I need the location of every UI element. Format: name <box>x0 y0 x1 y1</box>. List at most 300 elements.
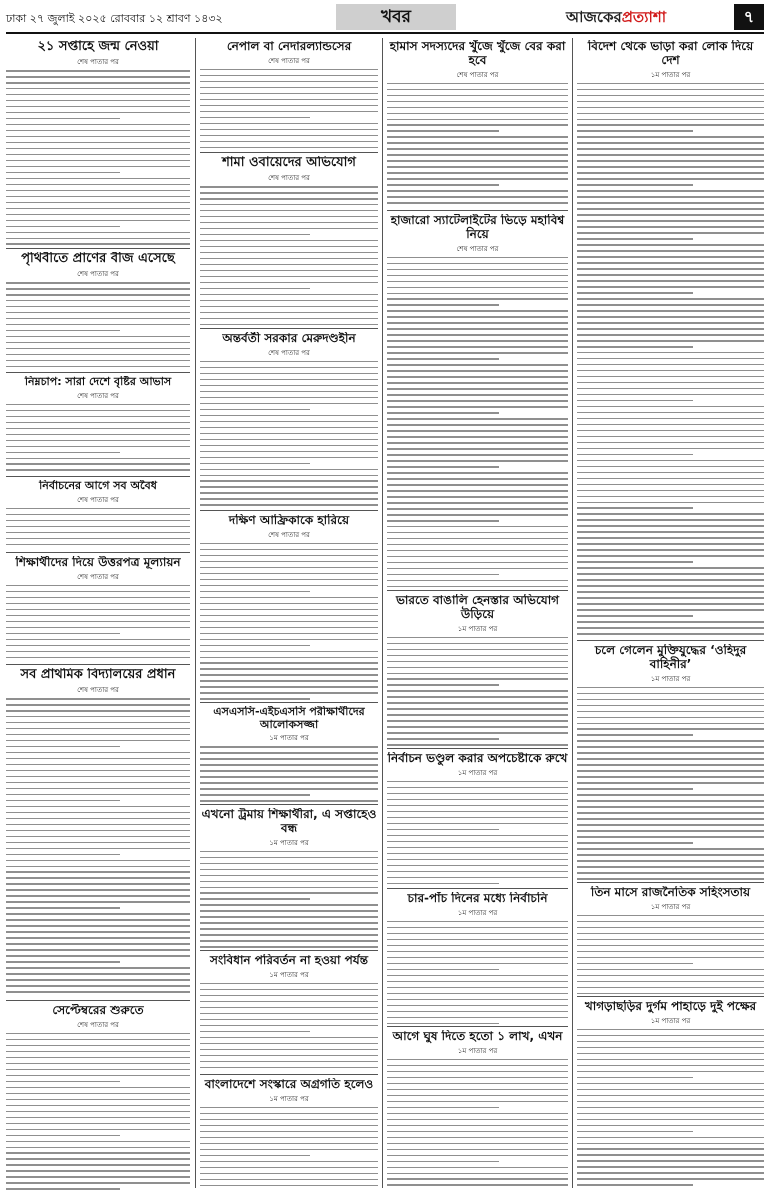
text-line <box>6 160 190 162</box>
text-line <box>200 276 378 278</box>
text-line <box>577 585 764 587</box>
text-line <box>577 107 764 109</box>
text-line <box>577 1172 764 1174</box>
continued-label: শেষ পাতার পর <box>268 173 310 182</box>
article <box>6 668 190 998</box>
text-line <box>387 744 568 746</box>
text-line <box>577 609 764 611</box>
headline: নেপাল বা নেদারল্যান্ডসের <box>226 40 352 53</box>
text-line <box>6 148 190 150</box>
text-line <box>577 436 764 438</box>
text-line <box>387 649 568 651</box>
text-line <box>577 818 764 820</box>
text-line <box>387 945 568 947</box>
article-body <box>200 543 378 700</box>
text-line <box>200 1113 378 1115</box>
text-line <box>6 1141 190 1143</box>
text-line <box>577 806 764 808</box>
column-divider <box>572 38 573 1188</box>
continued-label: শেষ পাতার পর <box>456 70 499 79</box>
text-line <box>577 693 764 695</box>
page-number: ৭ <box>734 4 764 30</box>
text-line <box>577 370 764 372</box>
text-line <box>387 370 568 372</box>
text-line <box>200 657 378 659</box>
text-line <box>200 1143 378 1145</box>
text-line <box>6 824 190 826</box>
continued-label: ১ম পাতার পর <box>650 70 691 79</box>
text-line <box>200 609 378 611</box>
headline: শামা ওবায়েদের অভিযোগ <box>222 156 356 170</box>
article-body <box>200 746 378 802</box>
text-line <box>387 661 568 663</box>
text-line <box>387 364 568 366</box>
text-line <box>6 1188 120 1190</box>
text-line <box>577 687 764 689</box>
article-body <box>387 637 568 746</box>
article <box>6 40 190 246</box>
text-line <box>200 216 378 218</box>
text-line <box>6 469 190 471</box>
text-line <box>200 788 378 790</box>
text-line <box>387 799 568 801</box>
text-line <box>6 591 190 593</box>
article-body <box>577 915 764 994</box>
headline: চার-পাঁচ দিনের মধ্যে নির্বাচনি <box>407 892 548 905</box>
text-line <box>200 306 378 308</box>
text-line <box>200 983 378 985</box>
text-line <box>6 985 190 987</box>
headline: হাজারো স্যাটেলাইটের ভিড়ে মহাবিশ্ব নিয়ে <box>390 214 565 241</box>
continued-label: ১ম পাতার পর <box>650 902 691 911</box>
text-line <box>200 222 378 224</box>
article-body <box>200 983 378 1072</box>
text-line <box>200 361 378 363</box>
text-line <box>6 818 190 820</box>
text-line <box>200 288 310 290</box>
continued-label: শেষ পাতার পর <box>268 348 310 357</box>
text-line <box>6 232 190 234</box>
text-line <box>6 812 190 814</box>
text-line <box>387 514 568 516</box>
text-line <box>6 657 190 659</box>
text-line <box>200 946 378 948</box>
text-line <box>6 806 190 808</box>
text-line <box>577 836 764 838</box>
text-line <box>387 696 568 698</box>
text-line <box>387 478 568 480</box>
article-body <box>6 1033 190 1190</box>
text-line <box>387 975 568 977</box>
text-line <box>200 409 310 411</box>
text-line <box>387 142 568 144</box>
text-line <box>387 113 568 115</box>
continued-label: শেষ পাতার পর <box>77 572 119 581</box>
article-body <box>577 687 764 880</box>
text-line <box>387 963 568 965</box>
text-line <box>200 1061 378 1063</box>
text-line <box>577 728 764 730</box>
text-line <box>6 422 190 424</box>
text-line <box>200 141 378 143</box>
text-line <box>387 1149 568 1151</box>
text-line <box>577 1148 764 1150</box>
text-line <box>387 817 568 819</box>
text-line <box>6 1093 190 1095</box>
text-line <box>577 627 764 629</box>
text-line <box>387 1113 568 1115</box>
text-line <box>6 860 190 862</box>
text-line <box>387 328 568 330</box>
text-line <box>6 76 190 78</box>
text-line <box>387 119 568 121</box>
text-line <box>387 1065 568 1067</box>
text-line <box>6 106 190 108</box>
headline: নিম্নচাপ: সারা দেশে বৃষ্টির আভাস <box>24 376 172 388</box>
text-line <box>387 352 568 354</box>
text-line <box>6 704 190 706</box>
text-line <box>387 1119 568 1121</box>
text-line <box>6 1135 120 1137</box>
text-line <box>577 513 764 515</box>
text-line <box>200 492 378 494</box>
masthead-rule <box>6 32 764 34</box>
text-line <box>387 811 568 813</box>
text-line <box>577 358 764 360</box>
text-line <box>577 376 764 378</box>
text-line <box>6 178 190 180</box>
text-line <box>577 310 764 312</box>
text-line <box>577 1047 764 1049</box>
text-line <box>387 89 568 91</box>
text-line <box>577 406 764 408</box>
text-line <box>6 514 190 516</box>
text-line <box>200 1055 378 1057</box>
text-line <box>200 210 378 212</box>
text-line <box>200 300 378 302</box>
article <box>577 644 764 880</box>
text-line <box>577 442 764 444</box>
text-line <box>387 933 568 935</box>
text-line <box>387 927 568 929</box>
text-line <box>577 963 693 965</box>
text-line <box>200 627 378 629</box>
text-line <box>387 951 568 953</box>
text-line <box>6 722 190 724</box>
article <box>387 892 568 1024</box>
text-line <box>200 1179 378 1181</box>
text-line <box>6 70 190 72</box>
text-line <box>200 498 378 500</box>
text-line <box>387 532 568 534</box>
text-line <box>6 961 120 963</box>
text-line <box>577 872 764 874</box>
article-body <box>6 404 190 474</box>
text-line <box>387 1005 568 1007</box>
text-line <box>577 322 764 324</box>
text-line <box>577 101 764 103</box>
text-line <box>6 100 190 102</box>
text-line <box>6 404 190 406</box>
article <box>387 40 568 208</box>
text-line <box>6 342 190 344</box>
article <box>200 706 378 802</box>
text-line <box>200 1149 378 1151</box>
text-line <box>577 579 764 581</box>
text-line <box>200 633 378 635</box>
story-divider <box>200 702 378 703</box>
continued-label: শেষ পাতার পর <box>268 56 310 65</box>
text-line <box>6 836 190 838</box>
text-line <box>200 385 378 387</box>
text-line <box>6 1182 190 1184</box>
article <box>200 156 378 326</box>
text-line <box>577 1059 764 1061</box>
text-line <box>6 645 190 647</box>
text-line <box>6 1176 190 1178</box>
text-line <box>200 1037 378 1039</box>
article <box>387 1030 568 1190</box>
text-line <box>6 312 190 314</box>
text-line <box>577 208 764 210</box>
continued-label: ১ম পাতার পর <box>650 1016 691 1025</box>
text-line <box>577 142 764 144</box>
text-line <box>6 651 190 653</box>
text-line <box>6 913 190 915</box>
text-line <box>387 95 568 97</box>
continued-label: ১ম পাতার পর <box>650 674 691 683</box>
headline: সব প্রাথমিক বিদ্যালয়ের প্রধান <box>20 668 176 682</box>
continued-label: শেষ পাতার পর <box>77 269 119 278</box>
text-line <box>577 496 764 498</box>
text-line <box>6 830 190 832</box>
text-line <box>200 549 378 551</box>
continued-label: ১ম পাতার পর <box>457 768 498 777</box>
story-divider <box>200 950 378 951</box>
text-line <box>6 82 190 84</box>
text-line <box>387 394 568 396</box>
text-line <box>387 738 499 740</box>
text-line <box>200 776 378 778</box>
text-line <box>577 945 764 947</box>
article-body <box>200 361 378 508</box>
text-line <box>577 304 764 306</box>
text-line <box>200 135 378 137</box>
text-line <box>6 88 190 90</box>
text-line <box>6 184 190 186</box>
text-line <box>577 460 764 462</box>
text-line <box>577 400 693 402</box>
text-line <box>577 95 764 97</box>
text-line <box>577 1119 764 1121</box>
text-line <box>200 857 378 859</box>
section-label: খবর <box>336 4 456 30</box>
headline: বাংলাদেশে সংস্কারে অগ্রগতি হলেও <box>204 1078 374 1091</box>
text-line <box>200 892 378 894</box>
text-line <box>387 781 568 783</box>
text-line <box>6 324 190 326</box>
text-line <box>200 561 378 563</box>
text-line <box>200 451 378 453</box>
story-divider <box>577 996 764 997</box>
text-line <box>387 580 568 582</box>
text-line <box>577 993 764 994</box>
article-body <box>6 585 190 662</box>
article <box>200 514 378 700</box>
story-divider <box>387 748 568 749</box>
text-line <box>6 782 190 784</box>
continued-label: শেষ পাতার পর <box>77 57 119 66</box>
text-line <box>387 538 568 540</box>
text-line <box>387 993 568 995</box>
text-line <box>387 1101 568 1103</box>
text-line <box>387 263 568 265</box>
text-line <box>387 805 568 807</box>
text-line <box>577 472 764 474</box>
article <box>577 40 764 638</box>
text-line <box>577 543 764 545</box>
headline: পৃথিবীতে প্রাণের বীজ এসেছে <box>21 252 175 266</box>
text-line <box>200 621 378 623</box>
text-line <box>200 264 378 266</box>
text-line <box>6 112 190 114</box>
story-divider <box>200 804 378 805</box>
story-divider <box>387 210 568 211</box>
article-body <box>387 921 568 1024</box>
text-line <box>577 555 764 557</box>
text-line <box>200 463 310 465</box>
continued-label: ১ম পাতার পর <box>269 1094 309 1103</box>
text-line <box>387 1023 499 1024</box>
text-line <box>6 848 190 850</box>
text-line <box>387 678 568 680</box>
text-line <box>200 1067 378 1069</box>
text-line <box>6 758 190 760</box>
text-line <box>200 192 378 194</box>
article <box>200 1078 378 1190</box>
text-line <box>577 490 764 492</box>
text-line <box>6 166 190 168</box>
text-line <box>387 178 568 180</box>
text-line <box>6 621 190 623</box>
text-line <box>577 466 764 468</box>
text-line <box>6 360 190 362</box>
headline: খাগড়াছড়ির দুর্গম পাহাড়ে দুই পক্ষের <box>584 1000 757 1013</box>
text-line <box>387 667 568 669</box>
text-line <box>577 549 764 551</box>
text-line <box>200 1131 378 1133</box>
text-line <box>6 220 190 222</box>
text-line <box>6 208 190 210</box>
article <box>200 954 378 1072</box>
text-line <box>200 99 378 101</box>
text-line <box>200 764 378 766</box>
text-line <box>200 367 378 369</box>
article <box>6 1004 190 1190</box>
text-line <box>6 226 120 228</box>
headline: এসএসসি-এইচএসসি পরীক্ষার্থীদের আলোকসজ্জা <box>213 706 365 731</box>
text-line <box>577 178 764 180</box>
text-line <box>387 673 568 675</box>
text-line <box>577 969 764 971</box>
headline: ২১ সপ্তাহে জন্ম নেওয়া <box>37 40 159 54</box>
text-line <box>6 154 190 156</box>
text-line <box>200 469 378 471</box>
text-line <box>200 910 378 912</box>
text-line <box>387 829 499 831</box>
text-line <box>387 969 499 971</box>
text-line <box>387 454 568 456</box>
text-line <box>6 698 190 700</box>
text-line <box>387 702 568 704</box>
text-line <box>200 639 378 641</box>
text-line <box>6 639 190 641</box>
text-line <box>200 427 378 429</box>
text-line <box>200 105 378 107</box>
text-line <box>577 316 764 318</box>
text-line <box>387 544 568 546</box>
headline: নির্বাচন ভণ্ডুল করার অপচেষ্টাকে রুখে <box>387 752 568 765</box>
text-line <box>200 93 378 95</box>
text-line <box>200 603 378 605</box>
text-line <box>387 298 568 300</box>
text-line <box>200 1185 378 1187</box>
text-line <box>387 358 499 360</box>
article-body <box>387 83 568 208</box>
text-line <box>6 172 120 174</box>
text-line <box>387 1071 568 1073</box>
text-line <box>577 633 764 635</box>
text-line <box>387 853 568 855</box>
text-line <box>387 526 568 528</box>
text-line <box>6 973 190 975</box>
continued-label: শেষ পাতার পর <box>456 244 499 253</box>
text-line <box>200 940 378 942</box>
text-line <box>387 460 568 462</box>
text-line <box>577 292 693 294</box>
text-line <box>387 999 568 1001</box>
text-line <box>200 674 378 676</box>
text-line <box>387 1143 568 1145</box>
text-line <box>200 421 378 423</box>
text-line <box>577 1071 764 1073</box>
text-line <box>200 1167 378 1169</box>
text-line <box>387 1137 568 1139</box>
text-line <box>6 633 120 635</box>
text-line <box>6 1164 190 1166</box>
article-body <box>577 1029 764 1190</box>
text-line <box>6 901 190 903</box>
newspaper-logo-accent: প্রত্যাশা <box>621 8 667 26</box>
text-line <box>6 434 190 436</box>
text-line <box>200 111 378 113</box>
text-line <box>200 228 378 230</box>
text-line <box>387 281 568 283</box>
text-line <box>6 1152 190 1154</box>
text-line <box>387 732 568 734</box>
story-divider <box>200 328 378 329</box>
article <box>6 252 190 370</box>
text-line <box>6 348 190 350</box>
text-line <box>6 1129 190 1131</box>
text-line <box>6 877 190 879</box>
text-line <box>387 388 568 390</box>
text-line <box>387 1095 568 1097</box>
text-line <box>200 555 378 557</box>
text-line <box>387 690 568 692</box>
text-line <box>200 240 378 242</box>
text-line <box>200 934 378 936</box>
